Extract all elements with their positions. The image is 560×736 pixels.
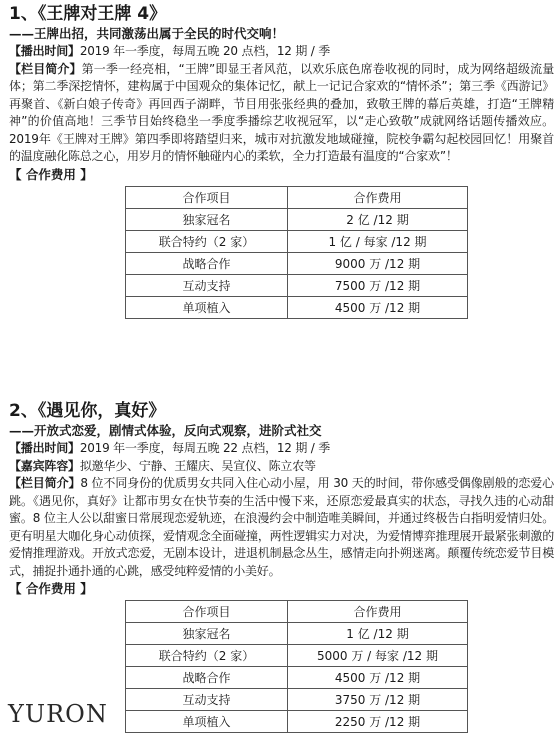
program-intro <box>9 61 554 166</box>
table-cell: 1 亿 /12 期 <box>288 623 468 645</box>
table-row <box>126 645 468 667</box>
table-header-cell: 合作费用 <box>288 601 468 623</box>
program-section-1 <box>9 3 554 319</box>
guest-label: 【嘉宾阵容】 <box>9 458 80 473</box>
table-row <box>126 667 468 689</box>
table-header-cell: 合作费用 <box>288 186 468 208</box>
program-title: 2、《遇见你，真好》 <box>9 401 166 421</box>
broadcast-value: 2019 年一季度，每周五晚 22 点档，12 期 / 季 <box>79 441 331 455</box>
watermark-logo: YURON <box>8 700 108 728</box>
table-cell: 3750 万 /12 期 <box>288 689 468 711</box>
table-row <box>126 711 468 733</box>
table-row <box>126 296 468 318</box>
program-title: 1、《王牌对王牌 4》 <box>9 4 167 24</box>
broadcast-time <box>9 43 554 61</box>
table-row <box>126 208 468 230</box>
table-header-row <box>126 186 468 208</box>
table-cell: 5000 万 / 每家 /12 期 <box>288 645 468 667</box>
program-subtitle: ——王牌出招，共同激荡出属于全民的时代交响！ <box>9 26 285 41</box>
table-row <box>126 274 468 296</box>
table-header-cell: 合作项目 <box>126 186 288 208</box>
program-intro <box>9 475 554 580</box>
broadcast-time <box>9 440 554 458</box>
fee-table <box>125 186 468 319</box>
table-cell: 7500 万 /12 期 <box>288 274 468 296</box>
table-cell: 1 亿 / 每家 /12 期 <box>288 230 468 252</box>
fee-heading: 【 合作费用 】 <box>9 166 93 182</box>
intro-label: 【栏目简介】 <box>9 476 81 490</box>
table-cell: 战略合作 <box>126 252 288 274</box>
table-cell: 联合特约（2 家） <box>126 230 288 252</box>
fee-heading: 【 合作费用 】 <box>9 581 93 596</box>
fee-table <box>125 600 468 733</box>
table-header-row <box>126 601 468 623</box>
table-cell: 单项植入 <box>126 711 288 733</box>
table-cell: 2 亿 /12 期 <box>288 208 468 230</box>
broadcast-value: 2019 年一季度，每周五晚 20 点档，12 期 / 季 <box>79 44 331 58</box>
broadcast-label: 【播出时间】 <box>9 441 80 455</box>
broadcast-label: 【播出时间】 <box>9 44 80 58</box>
program-subtitle: ——开放式恋爱，剧情式体验，反向式观察，进阶式社交 <box>9 423 322 438</box>
table-header-cell: 合作项目 <box>126 601 288 623</box>
program-section-2 <box>9 400 554 733</box>
table-cell: 独家冠名 <box>126 623 288 645</box>
guest-value: 拟邀华少、宁静、王耀庆、吴宣仪、陈立农等 <box>79 458 316 473</box>
table-cell: 互动支持 <box>126 689 288 711</box>
intro-text: 第一季一经亮相，“王牌”即显王者风范，以欢乐底色席卷收视的同时，成为网络超级流量体；第二季深挖情怀，建构属于中国观众的集体记忆，献上一记记合家欢的“情怀杀”；第三季《西游记》再聚首、《新白娘子传奇》再回西子湖畔，节目用张张经典的叠加，致敬王牌的幕后英雄，打造“王牌精神”的价值高地！三季节目始终稳坐一季度季播综艺收视冠军，以“走心致敬”成就网络话题传播效应。2019年《王牌对王牌》第四季即将踏望归来，城市对抗激发地域碰撞，院校争霸勾起校园回忆！用聚首的温度融化陈总之心，用岁月的情怀触碰内心的柔软，全力打造最有温度的“合家欢”！ <box>9 61 554 163</box>
table-row <box>126 689 468 711</box>
table-cell: 联合特约（2 家） <box>126 645 288 667</box>
guest-lineup <box>9 458 554 476</box>
table-cell: 4500 万 /12 期 <box>288 667 468 689</box>
table-cell: 2250 万 /12 期 <box>288 711 468 733</box>
intro-label: 【栏目简介】 <box>9 61 82 76</box>
table-cell: 单项植入 <box>126 296 288 318</box>
table-cell: 独家冠名 <box>126 208 288 230</box>
table-cell: 战略合作 <box>126 667 288 689</box>
intro-text: 8 位不同身份的优质男女共同入住心动小屋，用 30 天的时间，带你感受偶像剧般的恋爱心跳。《遇见你，真好》让都市男女在快节奏的生活中慢下来，还原恋爱最真实的状态，寻找久违的心动甜蜜。8 位主人公以甜蜜日常展现恋爱轨迹，在浪漫约会中制造唯美瞬间，并通过终极告白指明爱情归处。更有明星大咖化身心动侦探，爱情观念全面碰撞，两性逻辑实力对决，为爱情博弈推理展开最紧张刺激的爱情推理游戏。开放式恋爱，无剧本设计，进退机制悬念丛生，感情走向扑朔迷离。颠覆传统恋爱节目模式，捕捉扑通扑通的心跳，感受纯粹爱情的小美好。 <box>9 476 554 578</box>
table-row <box>126 230 468 252</box>
table-cell: 9000 万 /12 期 <box>288 252 468 274</box>
table-cell: 互动支持 <box>126 274 288 296</box>
table-row <box>126 623 468 645</box>
table-cell: 4500 万 /12 期 <box>288 296 468 318</box>
table-row <box>126 252 468 274</box>
